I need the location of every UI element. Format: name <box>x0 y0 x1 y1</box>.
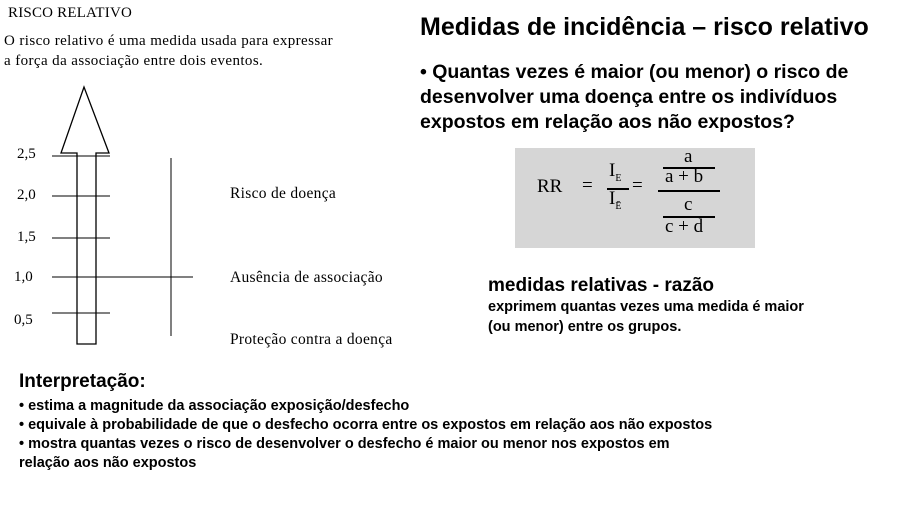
relative-desc-line-1: exprimem quantas vezes uma medida é maior <box>488 299 804 315</box>
label-protection: Proteção contra a doença <box>230 331 393 348</box>
interpretation-item: • equivale à probabilidade de que o desfecho ocorra entre os expostos em relação aos não expostos <box>19 417 713 433</box>
label-risk: Risco de doença <box>230 185 337 202</box>
formula-num-top: a <box>684 146 693 167</box>
rr-intro-text <box>4 31 333 71</box>
tick-label-1-5: 1,5 <box>17 229 36 245</box>
interpretation-item: relação aos não expostos <box>19 455 197 471</box>
formula-ie-sub: E <box>615 172 622 184</box>
formula-ine: $I_Ē$ <box>609 188 622 212</box>
interpretation-heading: Interpretação: <box>19 371 146 392</box>
formula-num-bottom: a + b <box>665 166 704 187</box>
question-text <box>420 60 848 135</box>
question-line-3: expostos em relação aos não expostos? <box>420 111 795 133</box>
label-no-association: Ausência de associação <box>230 269 383 286</box>
formula-ie: $I_E$ <box>609 160 622 184</box>
formula-ine-sub: Ē <box>615 200 622 212</box>
interpretation-item: • mostra quantas vezes o risco de desenvolver o desfecho é maior ou menor nos expostos em <box>19 436 670 452</box>
formula-main-bar <box>658 190 720 192</box>
formula-eq-1: = <box>582 175 593 196</box>
tick-label-2-5: 2,5 <box>17 146 36 162</box>
formula-lhs: RR <box>537 176 563 197</box>
question-line-1: • Quantas vezes é maior (ou menor) o risco de <box>420 61 849 83</box>
tick-label-2-0: 2,0 <box>17 187 36 203</box>
relative-desc-line-2: (ou menor) entre os grupos. <box>488 319 682 335</box>
interpretation-item: • estima a magnitude da associação exposição/desfecho <box>19 398 410 414</box>
rr-formula <box>515 148 755 248</box>
rr-intro-line-2: a força da associação entre dois eventos. <box>4 53 264 69</box>
rr-intro-line-1: O risco relativo é uma medida usada para expressar <box>4 33 334 49</box>
question-line-2: desenvolver uma doença entre os indivíduos <box>420 86 838 108</box>
relative-measures-heading: medidas relativas - razão <box>488 275 714 296</box>
formula-eq-2: = <box>632 175 643 196</box>
rr-scale-diagram <box>0 80 420 360</box>
tick-label-1-0: 1,0 <box>14 269 33 285</box>
tick-label-0-5: 0,5 <box>14 312 33 328</box>
formula-den-top: c <box>684 194 693 215</box>
rr-section-title: RISCO RELATIVO <box>8 5 133 21</box>
formula-den-bottom: c + d <box>665 216 704 237</box>
page-title: Medidas de incidência – risco relativo <box>420 13 869 41</box>
up-arrow <box>61 87 109 344</box>
relative-measures-desc <box>488 297 804 337</box>
interpretation-list <box>19 397 712 473</box>
